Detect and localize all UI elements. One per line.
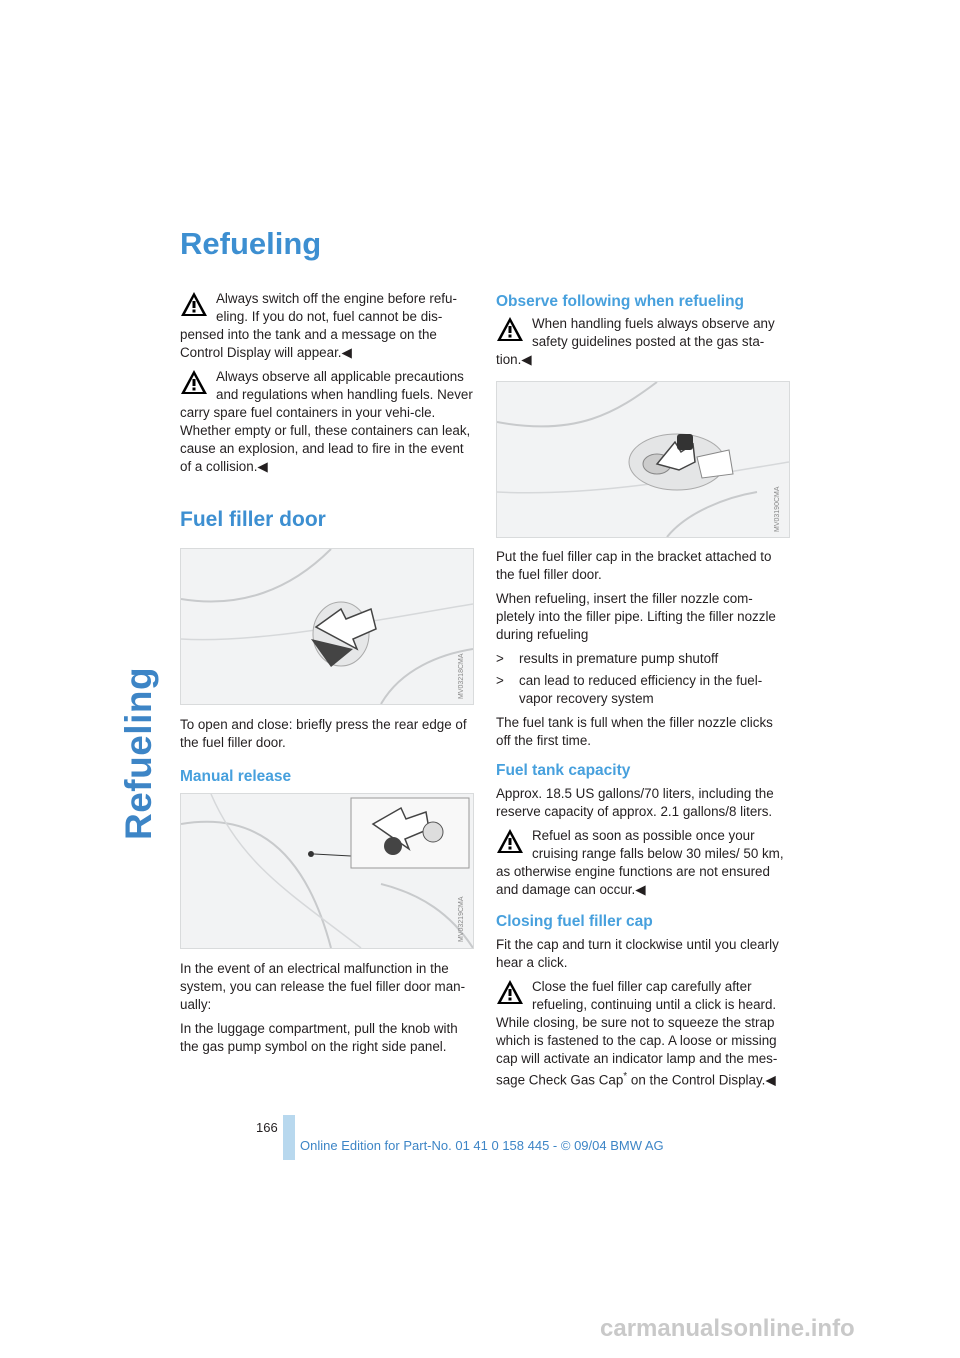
warning-refuel-soon (496, 827, 790, 899)
warning-text-end: on the Control Display.◀ (627, 1072, 776, 1088)
watermark: carmanualsonline.info (600, 1315, 855, 1342)
warning-safety-guidelines (496, 315, 790, 369)
warning-text: Refuel as soon as possible once your cruising range falls below 30 miles/ 50 km, as otherwise engine functions are not ensured and damage can occur.◀ (496, 828, 784, 897)
warning-text: Always switch off the engine before refu-eling. If you do not, fuel cannot be dis-pensed into the tank and a message on the Control Display will appear.◀ (180, 291, 457, 360)
luggage-compartment-illustration (181, 794, 473, 948)
left-text-manual (180, 960, 474, 1062)
list-item (496, 672, 790, 708)
warning-icon (180, 290, 208, 318)
bullet-text: results in premature pump shutoff (519, 651, 719, 666)
asterisk-marker: * (623, 1071, 628, 1082)
warning-icon (496, 978, 524, 1006)
bullet-text: can lead to reduced efficiency in the fuel-vapor recovery system (519, 673, 763, 706)
warning-icon (180, 368, 208, 396)
fuel-cap-illustration (497, 382, 789, 537)
right-text-capacity (496, 785, 790, 899)
paragraph-open-close: To open and close: briefly press the rear edge of the fuel filler door. (180, 717, 467, 750)
fuel-filler-door-photo (180, 548, 474, 705)
warning-text: Always observe all applicable precautions and regulations when handling fuels. Never carry spare fuel containers in your vehi-cle. Whether empty or full, these containers can leak, cause an explosion, and lead to fire in the event of a collision.◀ (180, 369, 473, 474)
heading-fuel-filler-door: Fuel filler door (180, 508, 326, 531)
paragraph-closing: Fit the cap and turn it clockwise until you clearly hear a click. (496, 937, 779, 970)
list-item (496, 650, 790, 668)
heading-fuel-tank-capacity: Fuel tank capacity (496, 762, 631, 779)
warning-icon (496, 315, 524, 343)
paragraph-tank-full: The fuel tank is full when the filler nozzle clicks off the first time. (496, 715, 773, 748)
page-title: Refueling (180, 226, 322, 261)
side-tab-label: Refueling (118, 666, 159, 840)
warning-text: Close the fuel filler cap carefully after refueling, continuing until a click is heard. While closing, be sure not to squeeze the strap which is fastened to the cap. A loose or missing cap will activate an indicator lamp and the mes-sage Check Gas Cap (496, 979, 778, 1088)
right-text-refueling (496, 548, 790, 756)
image-code: MV03218CMA (458, 653, 465, 699)
online-edition-note: Online Edition for Part-No. 01 41 0 158 445 - © 09/04 BMW AG (300, 1138, 664, 1153)
manual-release-photo (180, 793, 474, 949)
image-code: MV03219CMA (458, 896, 465, 942)
warning-engine-off (180, 290, 474, 362)
heading-closing-fuel-cap: Closing fuel filler cap (496, 913, 653, 930)
side-tab (118, 230, 158, 930)
bullet-marker: > (496, 673, 504, 688)
right-warning-safety (496, 315, 790, 369)
left-column (180, 290, 474, 476)
page-number: 166 (256, 1120, 278, 1135)
fuel-door-illustration (181, 549, 473, 704)
warning-icon (496, 827, 524, 855)
heading-observe-refueling: Observe following when refueling (496, 293, 745, 310)
heading-manual-release: Manual release (180, 768, 292, 785)
fuel-cap-photo (496, 381, 790, 538)
bullet-marker: > (496, 651, 504, 666)
footer-bar (283, 1115, 295, 1160)
paragraph-fuel-cap: Put the fuel filler cap in the bracket attached to the fuel filler door. (496, 549, 772, 582)
paragraph-luggage-knob: In the luggage compartment, pull the knob with the gas pump symbol on the right side panel. (180, 1021, 458, 1054)
warning-precautions (180, 368, 474, 476)
warning-close-cap (496, 978, 790, 1089)
warning-text: When handling fuels always observe any safety guidelines posted at the gas sta-tion.◀ (496, 316, 775, 367)
image-code: MV03190CMA (774, 486, 781, 532)
right-text-closing (496, 936, 790, 1089)
paragraph-nozzle: When refueling, insert the filler nozzle com-pletely into the filler pipe. Lifting the filler nozzle during refueling (496, 591, 776, 642)
paragraph-manual-release: In the event of an electrical malfunction in the system, you can release the fuel filler door man-ually: (180, 961, 466, 1012)
paragraph-capacity: Approx. 18.5 US gallons/70 liters, including the reserve capacity of approx. 2.1 gallons/8 liters. (496, 786, 774, 819)
left-text-open (180, 716, 474, 758)
